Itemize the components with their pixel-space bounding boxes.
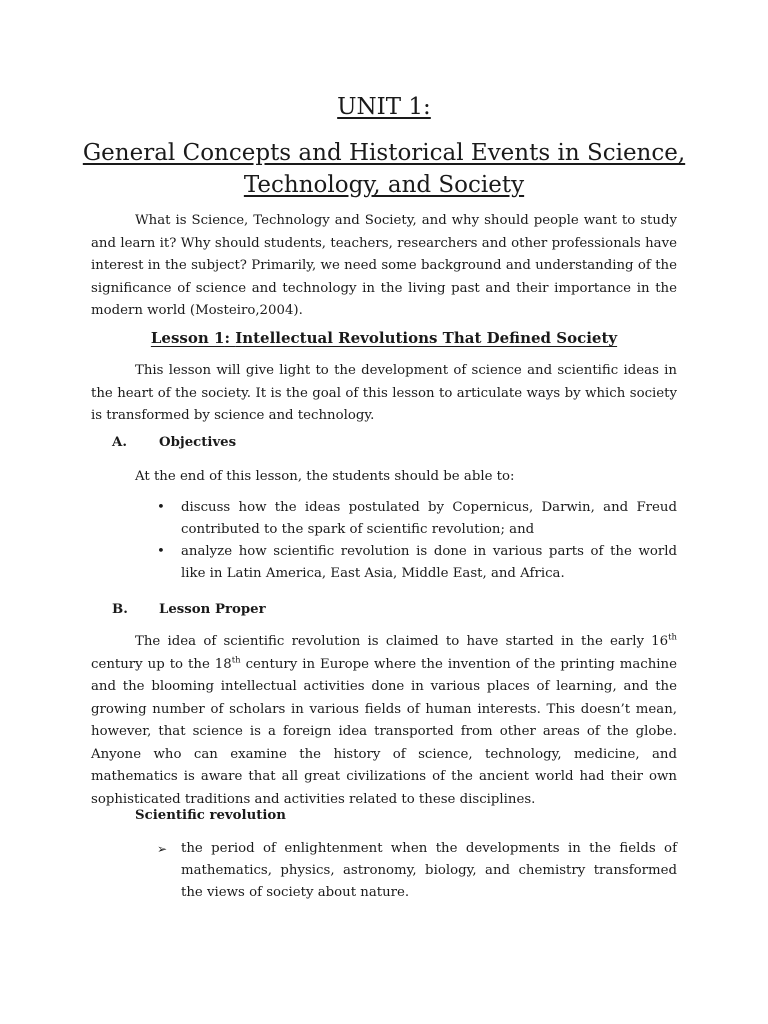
lesson-separator: : [224,329,236,347]
scientific-revolution-list [157,838,677,904]
objective-text: discuss how the ideas postulated by Copernicus, Darwin, and Freud contributed to the spark of scientific revolution; and [181,500,677,537]
lesson-intro-paragraph: This lesson will give light to the development of science and scientific ideas in the heart of the society. It is the goal of this lesson to articulate ways by which society is transformed by science and technology. [91,363,677,423]
lesson-heading [91,329,677,347]
bullet-icon: • [157,544,165,559]
unit-title: UNIT 1: [337,94,431,120]
scientific-revolution-heading: Scientific revolution [135,808,286,823]
lesson-title: Intellectual Revolutions That Defined Society [235,329,618,347]
list-item [157,541,677,585]
lesson-proper-letter: B. [112,602,128,617]
intro-paragraph: What is Science, Technology and Society, and why should people want to study and learn it? Why should students, teachers, researchers and other professionals have interest in the subject? Primarily, we need some background and understanding of the significance of science and technology in the living past and their importance in the modern world (Mosteiro,2004). [91,213,677,318]
lesson-proper-text-1: The idea of scientific revolution is claimed to have started in the early 16 [135,634,669,649]
main-title: General Concepts and Historical Events in Science, Technology, and Society [82,140,686,198]
objectives-heading [112,435,236,450]
arrow-bullet-icon: ➢ [157,842,168,856]
list-item [157,838,677,904]
lesson-proper-text-2: century up to the 18 [91,656,232,672]
bullet-icon: • [157,500,165,515]
objectives-heading-text: Objectives [159,435,237,450]
lesson-proper-paragraph [91,631,677,811]
objectives-list [157,497,677,585]
objectives-lead: At the end of this lesson, the students should be able to: [135,469,515,484]
objectives-letter: A. [112,435,127,450]
definition-text: the period of enlightenment when the developments in the fields of mathematics, physics, astronomy, biology, and chemistry transformed the views of society about nature. [181,841,677,900]
list-item [157,497,677,541]
superscript-th: th [668,632,677,643]
superscript-th: th [231,655,241,666]
lesson-proper-heading-text: Lesson Proper [159,602,266,617]
lesson-proper-text-3: century in Europe where the invention of the printing machine and the blooming intellectual activities done in various places of learning, and the growing number of scholars in various fields of human interests. This doesn’t mean, however, that science is a foreign idea transported from other areas of the globe. Anyone who can examine the history of science, technology, medicine, and mathematics is aware that all great civilizations of the ancient world had their own sophisticated traditions and activities related to these disciplines. [91,656,677,807]
lesson-label: Lesson 1 [150,329,225,347]
objective-text: analyze how scientific revolution is done in various parts of the world like in Latin America, East Asia, Middle East, and Africa. [181,544,677,581]
lesson-proper-heading [112,602,266,617]
